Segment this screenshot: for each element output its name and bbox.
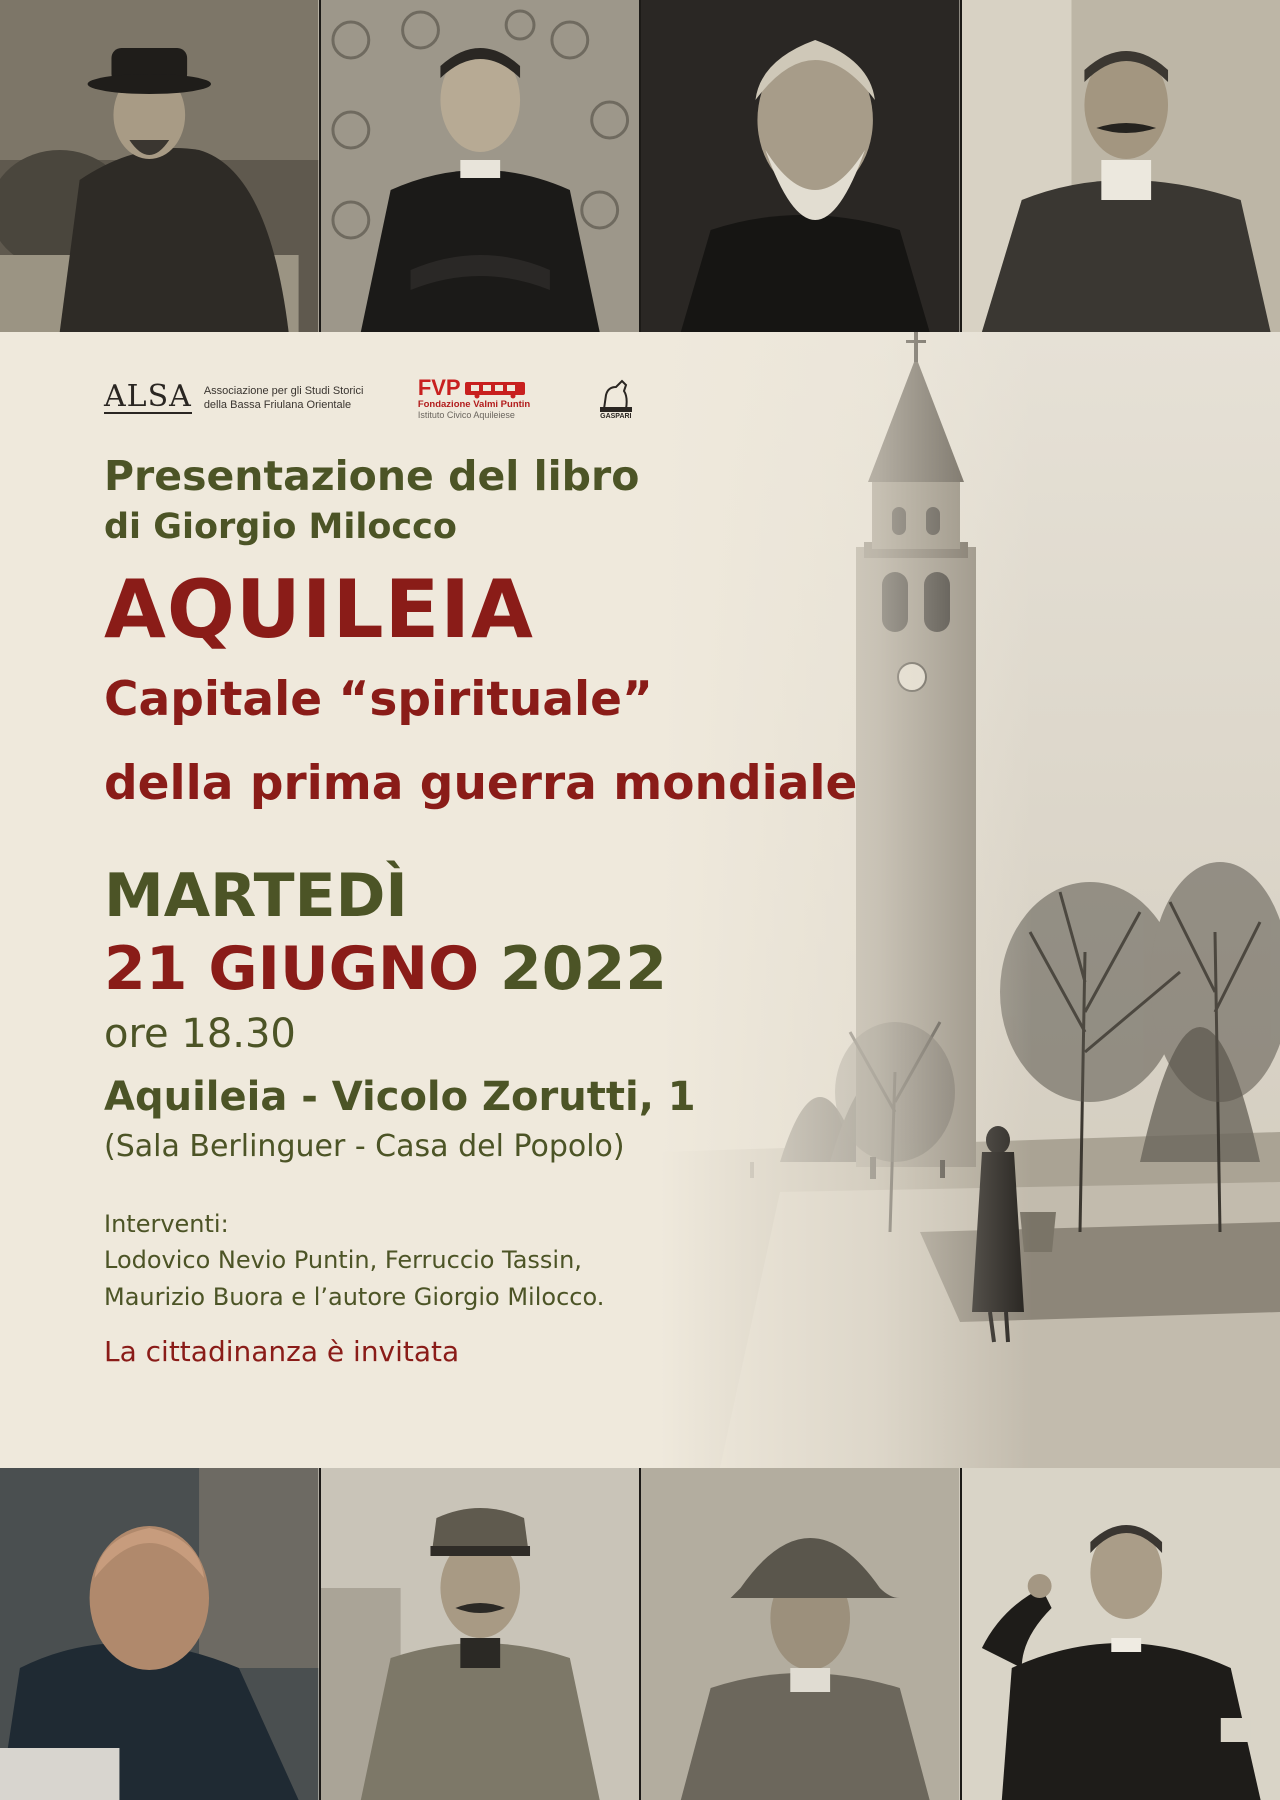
event-venue: (Sala Berlinguer - Casa del Popolo) <box>104 1129 625 1164</box>
speakers-label: Interventi: <box>104 1210 229 1238</box>
alsa-mark: ALSA <box>104 379 192 414</box>
portrait-bearded-elder <box>641 0 962 332</box>
alsa-description <box>204 384 374 412</box>
event-date-year: 2022 <box>500 934 668 1004</box>
event-date <box>104 932 964 1006</box>
fvp-name: Fondazione Valmi Puntin <box>417 398 531 410</box>
portrait-bald-man-reading <box>0 1468 321 1800</box>
portrait-priest-gesturing <box>962 1468 1280 1800</box>
portrait-soldier-helmet <box>641 1468 962 1800</box>
invitation-note: La cittadinanza è invitata <box>104 1335 460 1368</box>
fvp-subtitle: Istituto Civico Aquileiese <box>417 409 515 420</box>
book-title: AQUILEIA <box>104 563 534 656</box>
bottom-portrait-row <box>0 1468 1280 1800</box>
portrait-priest-patterned-wall <box>321 0 642 332</box>
author-line: di Giorgio Milocco <box>104 507 457 547</box>
sponsor-logos <box>104 372 636 424</box>
fvp-mark: FVP <box>417 374 461 400</box>
event-day: MARTEDÌ <box>104 861 408 931</box>
alsa-logo <box>104 379 374 414</box>
event-date-day: 21 GIUGNO <box>104 934 480 1004</box>
event-text <box>104 450 964 1372</box>
tram-icon <box>463 379 529 399</box>
intro-heading: Presentazione del libro <box>104 452 640 500</box>
speakers-line1: Lodovico Nevio Puntin, Ferruccio Tassin, <box>104 1246 582 1274</box>
alsa-desc-line1: Associazione per gli Studi Storici <box>203 385 364 397</box>
fvp-logo <box>417 374 542 420</box>
book-subtitle-line2: della prima guerra mondiale <box>104 756 858 811</box>
top-portrait-row <box>0 0 1280 332</box>
portrait-man-bowler-hat <box>0 0 321 332</box>
dog-icon <box>596 377 636 413</box>
alsa-desc-line2: della Bassa Friulana Orientale <box>203 399 352 411</box>
event-time: ore 18.30 <box>104 1011 296 1057</box>
event-panel <box>0 332 1280 1468</box>
portrait-officer-cap <box>321 1468 642 1800</box>
portrait-man-mustache <box>962 0 1280 332</box>
book-subtitle-line1: Capitale “spirituale” <box>104 672 653 727</box>
gaspari-name: GASPARI <box>600 412 632 420</box>
event-place: Aquileia - Vicolo Zorutti, 1 <box>104 1074 696 1120</box>
speakers-line2: Maurizio Buora e l’autore Giorgio Milocco. <box>104 1283 605 1311</box>
gaspari-logo <box>596 377 636 420</box>
